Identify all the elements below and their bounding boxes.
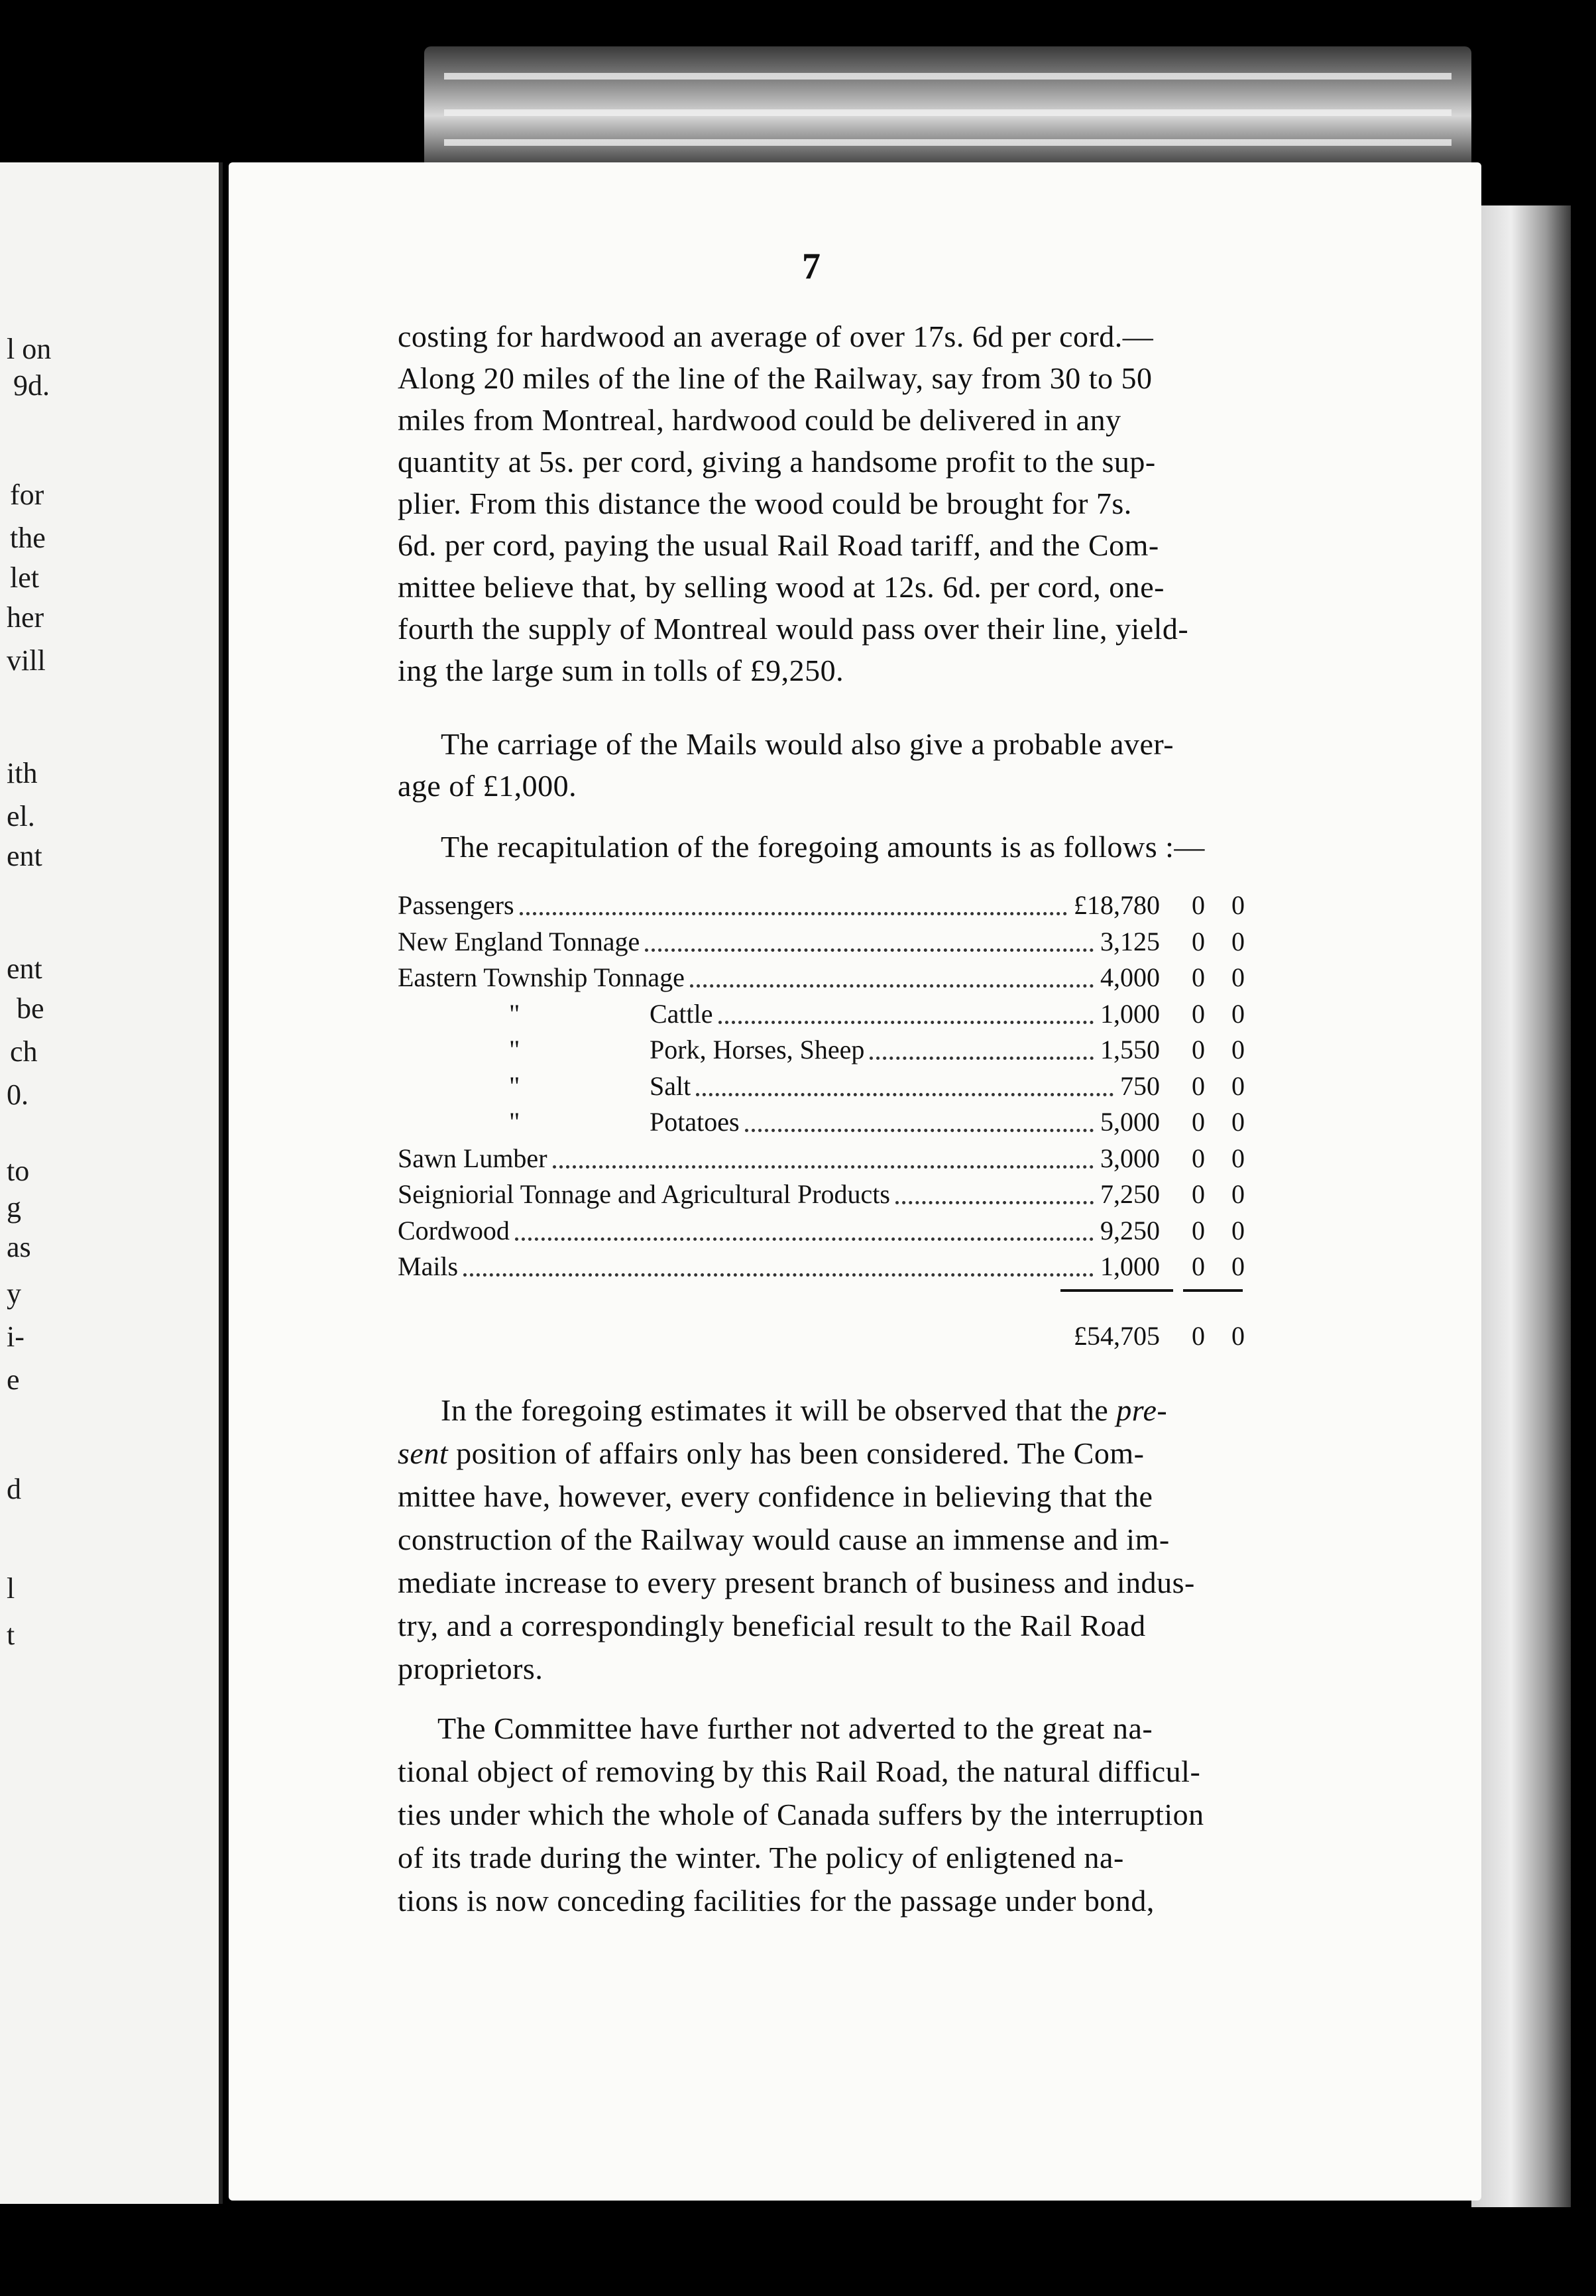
left-page-fragment: as [7,1231,31,1263]
text-line: try, and a correspondingly beneficial result to the Rail Road [398,1609,1146,1642]
dot-leader [645,948,1094,952]
text-line: Along 20 miles of the line of the Railway, say from 30 to 50 [398,361,1153,395]
dot-leader [690,984,1094,988]
dot-leader [515,1237,1094,1241]
left-page-fragment: let [10,561,39,594]
recap-pence: 0 [1231,1070,1245,1101]
recap-shillings: 0 [1192,998,1205,1029]
recap-total-pence: 0 [1231,1320,1245,1351]
left-page-fragment: l [7,1572,15,1605]
recap-amount: 9,250 [1100,1215,1160,1245]
left-page-fragment: y [7,1277,21,1310]
recap-shillings: 0 [1192,890,1205,920]
recap-amount: 1,000 [1100,1251,1160,1281]
recap-row [398,888,1259,923]
recap-row [398,960,1259,995]
ditto-mark: " [509,1070,520,1101]
recap-row [398,997,1259,1031]
recap-label: Cordwood [398,1215,510,1245]
left-page [0,162,223,2204]
text-line: mittee have, however, every confidence in believing that the [398,1479,1153,1513]
left-page-fragment: her [7,601,44,634]
recap-row [398,1069,1259,1104]
recap-label: Salt [650,1070,691,1101]
left-page-fragment: 0. [7,1078,28,1111]
text-line: The recapitulation of the foregoing amounts is as follows :— [441,830,1205,864]
total-rule [1183,1289,1243,1292]
text-line: In the foregoing estimates it will be observed that the pre- [441,1393,1168,1427]
text-line: of its trade during the winter. The policy of enligtened na- [398,1841,1124,1874]
dot-leader [553,1165,1094,1169]
recap-shillings: 0 [1192,1035,1205,1064]
left-page-fragment: ith [7,757,38,789]
left-page-fragment: be [17,992,44,1025]
recap-row [398,1033,1259,1067]
left-page-fragment: ent [7,952,42,985]
recap-label: Eastern Township Tonnage [398,962,685,992]
dot-leader [895,1201,1094,1204]
book-top-edge [424,46,1471,172]
recap-label: Potatoes [650,1107,740,1137]
recap-shillings: 0 [1192,1107,1205,1137]
left-page-fragment: 9d. [13,369,50,402]
left-page-fragment: g [7,1191,21,1224]
text-line: miles from Montreal, hardwood could be delivered in any [398,403,1121,437]
recap-shillings: 0 [1192,962,1205,992]
recap-row [398,1249,1259,1284]
recap-pence: 0 [1231,926,1245,956]
recap-label: Passengers [398,890,514,920]
recap-amount: 1,550 [1100,1035,1160,1064]
left-page-fragment: the [10,522,46,554]
recap-pence: 0 [1231,998,1245,1029]
recap-shillings: 0 [1192,1070,1205,1101]
text-line: age of £1,000. [398,769,577,803]
recap-row [398,1105,1259,1139]
left-page-fragment: vill [7,644,46,677]
recap-amount: 4,000 [1100,962,1160,992]
text-line: fourth the supply of Montreal would pass over their line, yield- [398,612,1189,646]
recap-shillings: 0 [1192,1179,1205,1209]
recap-shillings: 0 [1192,1215,1205,1245]
recap-pence: 0 [1231,962,1245,992]
recap-amount: 7,250 [1100,1179,1160,1209]
recap-total-shillings: 0 [1192,1320,1205,1351]
text-line: mittee believe that, by selling wood at 12s. 6d. per cord, one- [398,570,1165,604]
left-page-fragment: i- [7,1320,25,1353]
dot-leader [520,912,1067,915]
recap-shillings: 0 [1192,1143,1205,1173]
recap-amount: 1,000 [1100,998,1160,1029]
recap-amount: 5,000 [1100,1107,1160,1137]
recap-shillings: 0 [1192,1251,1205,1281]
left-page-fragment: ent [7,840,42,872]
recap-amount: 3,000 [1100,1143,1160,1173]
recap-amount: £18,780 [1074,890,1160,920]
recap-pence: 0 [1231,1107,1245,1137]
text-line: mediate increase to every present branch of business and indus- [398,1566,1195,1599]
recap-pence: 0 [1231,1179,1245,1209]
text-line: 6d. per cord, paying the usual Rail Road tariff, and the Com- [398,528,1159,562]
recap-label: Sawn Lumber [398,1143,547,1173]
left-page-fragment: ch [10,1035,38,1068]
left-page-fragment: l on [7,333,52,365]
text-line: proprietors. [398,1652,543,1686]
ditto-mark: " [509,1107,520,1137]
left-page-fragment: t [7,1619,15,1651]
recap-label: New England Tonnage [398,926,640,956]
book-right-edge [1471,205,1571,2207]
recap-row [398,1177,1259,1212]
recap-total-amount: £54,705 [1074,1320,1160,1351]
text-line: tional object of removing by this Rail Road, the natural difficul- [398,1754,1201,1788]
recap-amount: 3,125 [1100,926,1160,956]
recap-label: Pork, Horses, Sheep [650,1035,865,1064]
recap-pence: 0 [1231,1143,1245,1173]
recap-amount: 750 [1120,1070,1160,1101]
dot-leader [870,1057,1094,1060]
text-line: plier. From this distance the wood could be brought for 7s. [398,487,1132,520]
recap-row [398,925,1259,959]
recap-pence: 0 [1231,1251,1245,1281]
dot-leader [718,1021,1094,1024]
left-page-fragment: d [7,1473,21,1505]
page-number: 7 [802,246,821,287]
recap-label: Seigniorial Tonnage and Agricultural Products [398,1179,890,1209]
text-line: ties under which the whole of Canada suffers by the interruption [398,1798,1204,1831]
text-line: ing the large sum in tolls of £9,250. [398,654,844,687]
page [229,162,1481,2201]
text-line: The carriage of the Mails would also give a probable aver- [441,727,1174,761]
recap-row [398,1141,1259,1176]
text-line: construction of the Railway would cause an immense and im- [398,1522,1170,1556]
text-line: costing for hardwood an average of over 17s. 6d per cord.— [398,319,1154,353]
text-line: sent position of affairs only has been considered. The Com- [398,1436,1145,1470]
dot-leader [745,1129,1094,1132]
left-page-fragment: el. [7,800,35,832]
recap-total-row [398,1319,1259,1353]
recap-pence: 0 [1231,1215,1245,1245]
recap-label: Cattle [650,998,713,1029]
recap-row [398,1214,1259,1248]
recap-label: Mails [398,1251,459,1281]
dot-leader [696,1093,1113,1096]
ditto-mark: " [509,998,520,1029]
text-line: quantity at 5s. per cord, giving a handsome profit to the sup- [398,445,1156,479]
left-page-fragment: to [7,1155,30,1187]
left-page-fragment: e [7,1363,20,1396]
ditto-mark: " [509,1035,520,1064]
text-line: The Committee have further not adverted to the great na- [437,1711,1153,1745]
recap-shillings: 0 [1192,926,1205,956]
dot-leader [463,1273,1094,1277]
recap-pence: 0 [1231,1035,1245,1064]
recap-pence: 0 [1231,890,1245,920]
left-page-fragment: for [10,479,44,511]
text-line: tions is now conceding facilities for the passage under bond, [398,1884,1155,1918]
total-rule [1060,1289,1173,1292]
